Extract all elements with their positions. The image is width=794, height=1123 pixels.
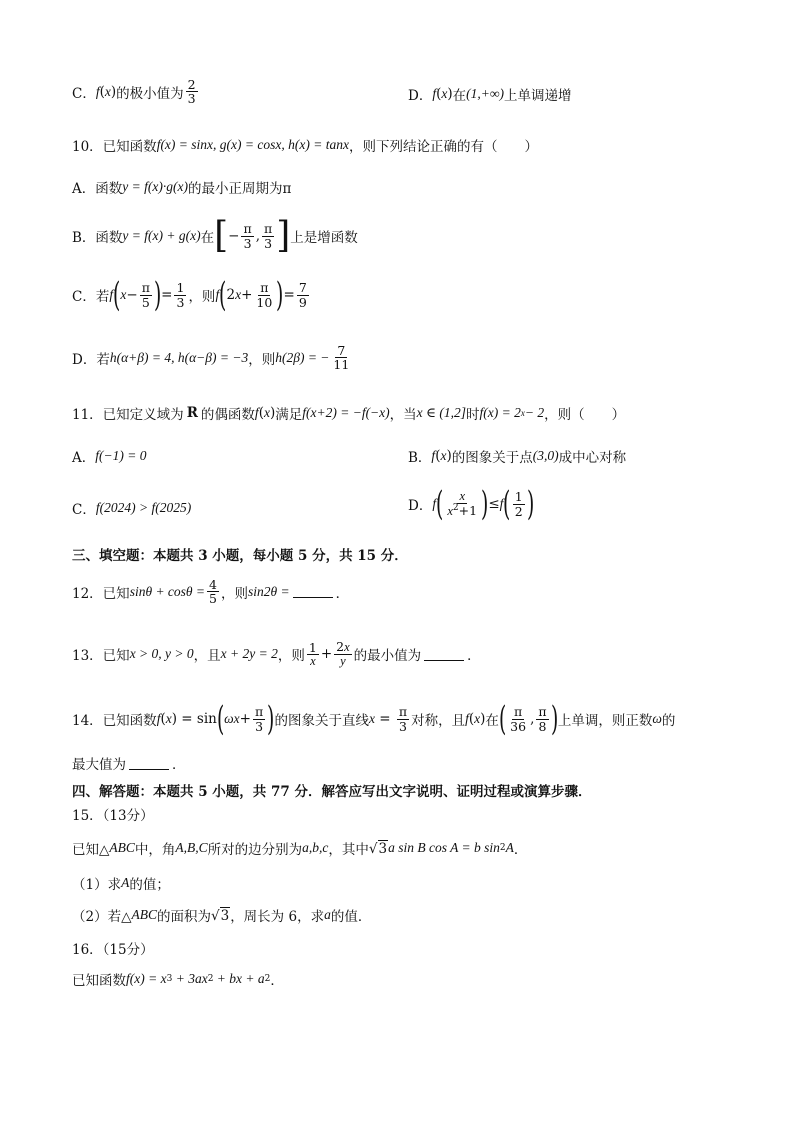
q14-line2-text: 最大值为 (72, 757, 126, 773)
q9-option-d-text2: 上单调递增 (504, 88, 572, 104)
q13-suffix: 的最小值为 (353, 648, 422, 665)
q15-p1-var: A (121, 875, 130, 890)
q11-stem-mid2: 满足 (275, 407, 303, 423)
q12: 12．已知 sinθ + cosθ = $\frac{4}{5}$ ，则 sin2θ = ． (72, 577, 350, 607)
q13-end: ． (467, 648, 481, 665)
q10-stem-prefix: 10．已知函数 (72, 139, 157, 155)
q14-line1: 14．已知函数 f ( x ) = sin ( ωx + $\frac{\pi}{3}$ ) 的图象关于直线 x = $\frac{\pi}{3}$ 对称，且 f ( x ) 在 ( $\frac{\pi}{36}$ , $\frac{\pi}{8}$ ) 上单调，则正数 ω 的 (72, 699, 676, 739)
q9-option-d: D． f ( x ) 在 (1,+∞) 上单调递增 (408, 86, 572, 104)
q16-stem-expr: f(x) = x (126, 971, 167, 986)
q15-p2-suffix: 的值． (330, 909, 372, 925)
section-3-title: 三、填空题：本题共 3 小题，每小题 5 分，共 15 分． (72, 548, 408, 564)
q13-mid1: ，且 (193, 648, 221, 665)
q14-mid2: 对称，且 (411, 713, 466, 729)
q11-option-a-expr: f(−1) = 0 (95, 448, 147, 463)
q13-prefix: 13．已知 (72, 648, 130, 665)
q10-option-b-expr: y = f(x) + g(x) (122, 228, 201, 243)
q9-option-c-label: C． (72, 85, 96, 102)
q15-part1 (72, 873, 170, 893)
q15-stem-prefix: 已知△ (72, 842, 110, 858)
q11-option-b-point: (3,0) (532, 448, 559, 463)
q10-option-b-text2: 上是增函数 (290, 230, 358, 246)
q13-expr2: x + 2y = 2 (220, 646, 278, 662)
q14-mid3: 在 (485, 713, 499, 729)
q15-stem-tri: ABC (109, 840, 135, 855)
q11-option-d: D． f ( $\frac{x}{x^2+1}$ ) ≤ f ( $\frac{1}{2}$ ) (408, 484, 534, 524)
q15-stem-mid2: 所对的边分别为 (207, 842, 303, 858)
q15-stem (72, 838, 527, 858)
q11-stem-prefix: 11．已知定义域为 (72, 407, 184, 423)
q10-option-c-label: C．若 (72, 289, 110, 305)
q14-suffix2: 的 (661, 713, 676, 729)
q16-header: 16．（15分） (72, 942, 154, 958)
q10-option-a-text: 的最小正周期为π (187, 181, 292, 197)
q11-option-b-text1: 的图象关于点 (451, 450, 533, 466)
q15-stem-eq-end: A (505, 840, 514, 855)
q14-answer-blank[interactable] (129, 757, 169, 770)
q15-p2-var: a (324, 907, 331, 922)
q9-option-d-text1: 在 (452, 88, 467, 104)
q10-stem-suffix: ，则下列结论正确的有（ ） (348, 139, 538, 155)
q10-option-d-mid: ，则 (248, 351, 276, 368)
q11-stem-suffix: ，则（ ） (544, 407, 626, 423)
q10-option-c: C．若 f ( x − $\frac{\pi}{5}$ ) = $\frac{1}{3}$ ，则 f ( 2 x + $\frac{\pi}{10}$ ) = $\frac{7}{9}$ (72, 275, 307, 315)
q10-stem (72, 135, 538, 155)
q10-option-d-expr1: h(α+β) = 4, h(α−β) = −3 (109, 349, 249, 365)
q10-option-b-label: B．函数 (72, 230, 123, 246)
q11-option-c-expr: f(2024) > f(2025) (95, 500, 192, 515)
q11-stem-r: R (186, 405, 198, 421)
q11-stem-expr: f(x+2) = −f(−x) (302, 405, 390, 420)
section-4-title: 四、解答题：本题共 5 小题，共 77 分．解答应写出文字说明、证明过程或演算步骤． (72, 784, 592, 800)
q11-stem-expr3: − 2 (524, 405, 545, 420)
q11-stem-mid1: 的偶函数 (200, 407, 255, 423)
q11-option-b-label: B． (408, 450, 432, 466)
q9-option-c: C． f ( x ) 的极小值为 $\frac{2}{3}$ (72, 77, 196, 107)
q16-stem: 已知函数 f(x) = x 3 + 3ax 2 + bx + a 2 ． (72, 971, 284, 989)
q11-option-b-text2: 成中心对称 (558, 450, 627, 466)
q15-p1-prefix: （1）求 (72, 877, 122, 893)
q11-stem-expr2: f(x) = 2 (479, 405, 521, 420)
q10-option-b-text1: 在 (200, 230, 215, 246)
q10-option-d-label: D．若 (72, 351, 110, 368)
q9-option-d-interval: (1,+∞) (466, 86, 505, 101)
q10-stem-funcs: f(x) = sinx, g(x) = cosx, h(x) = tanx (156, 137, 349, 152)
q15-p1-suffix: 的值； (129, 877, 170, 893)
q15-p2-prefix: （2）若△ (72, 909, 132, 925)
q15-sqrt3: √ 3 (368, 840, 388, 857)
q13-answer-blank[interactable] (424, 648, 464, 661)
q14-prefix: 14．已知函数 (72, 713, 157, 729)
q15-header: 15．（13分） (72, 808, 154, 824)
q12-expr: sinθ + cosθ = (129, 583, 206, 599)
q11-stem-domain: x ∈ (1,2] (416, 405, 467, 420)
q15-stem-end: ． (513, 842, 528, 858)
q14-suffix: 上单调，则正数 (557, 713, 653, 729)
q9-option-c-fraction: $\frac{2}{3}$ (187, 77, 196, 107)
q10-option-c-mid: ，则 (188, 289, 216, 305)
q11-stem: 11．已知定义域为 R 的偶函数 f ( x ) 满足 f(x+2) = −f(−x) ，当 x ∈ (1,2] 时 f(x) = 2 x − 2 ，则（ ） (72, 405, 626, 423)
q11-option-d-label: D． (408, 498, 433, 514)
q15-stem-eq: a sin B cos A = b sin (388, 840, 500, 855)
q11-stem-sup: x (520, 408, 525, 418)
q11-stem-mid4: 时 (466, 407, 480, 423)
q15-p2-mid2: ，周长为 6，求 (230, 909, 325, 925)
q15-part2 (72, 905, 371, 925)
q13: 13．已知 x > 0, y > 0 ，且 x + 2y = 2 ，则 $\frac{1}{x}$ + $\frac{2x}{y}$ 的最小值为 ． (72, 639, 481, 669)
q15-stem-sides: a,b,c (302, 840, 329, 855)
q10-option-a-expr: y = f(x)·g(x) (122, 179, 188, 194)
q12-end: ． (335, 585, 350, 602)
q12-prefix: 12．已知 (72, 585, 130, 602)
q10-option-b: B．函数 y = f(x) + g(x) 在 [ − $\frac{\pi}{3}$ , $\frac{\pi}{3}$ ] 上是增函数 (72, 215, 358, 256)
q14-end: ． (172, 757, 186, 773)
q13-expr1: x > 0, y > 0 (129, 646, 194, 662)
q9-option-c-text: 的极小值为 (116, 85, 184, 102)
q11-option-a (72, 446, 146, 466)
q11-option-c-label: C． (72, 502, 96, 518)
q16-stem-prefix: 已知函数 (72, 973, 126, 989)
q14-line2 (72, 753, 186, 773)
q10-option-d-expr2: h(2β) = − (275, 349, 330, 365)
q16-stem-end: ． (270, 973, 284, 989)
q10-option-a-label: A．函数 (72, 181, 123, 197)
q15-p2-sqrt3: √ 3 (210, 907, 230, 924)
q12-expr2: sin2θ = (248, 583, 290, 599)
q11-option-c (72, 498, 191, 518)
q15-stem-mid3: ，其中 (328, 842, 369, 858)
q9-option-c-func: f (95, 83, 100, 99)
q11-option-b: B． f ( x ) 的图象关于点 (3,0) 成中心对称 (408, 448, 627, 466)
q13-mid2: ，则 (277, 648, 305, 665)
q15-stem-angles: A,B,C (175, 840, 208, 855)
q12-answer-blank[interactable] (293, 585, 333, 598)
q14-mid1: 的图象关于直线 (274, 713, 369, 729)
q12-mid: ，则 (221, 585, 248, 602)
q11-option-a-label: A． (72, 450, 96, 466)
q15-stem-eq-sup: 2 (499, 843, 506, 853)
q15-p2-mid: 的面积为 (156, 909, 211, 925)
q10-option-d: D．若 h(α+β) = 4, h(α−β) = −3 ，则 h(2β) = − $\frac{7}{11}$ (72, 343, 350, 373)
q15-stem-mid1: 中，角 (134, 842, 176, 858)
q15-p2-tri: ABC (131, 907, 157, 922)
q9-option-d-label: D． (408, 88, 433, 104)
q11-stem-mid3: ，当 (389, 407, 417, 423)
q10-option-a (72, 177, 291, 197)
